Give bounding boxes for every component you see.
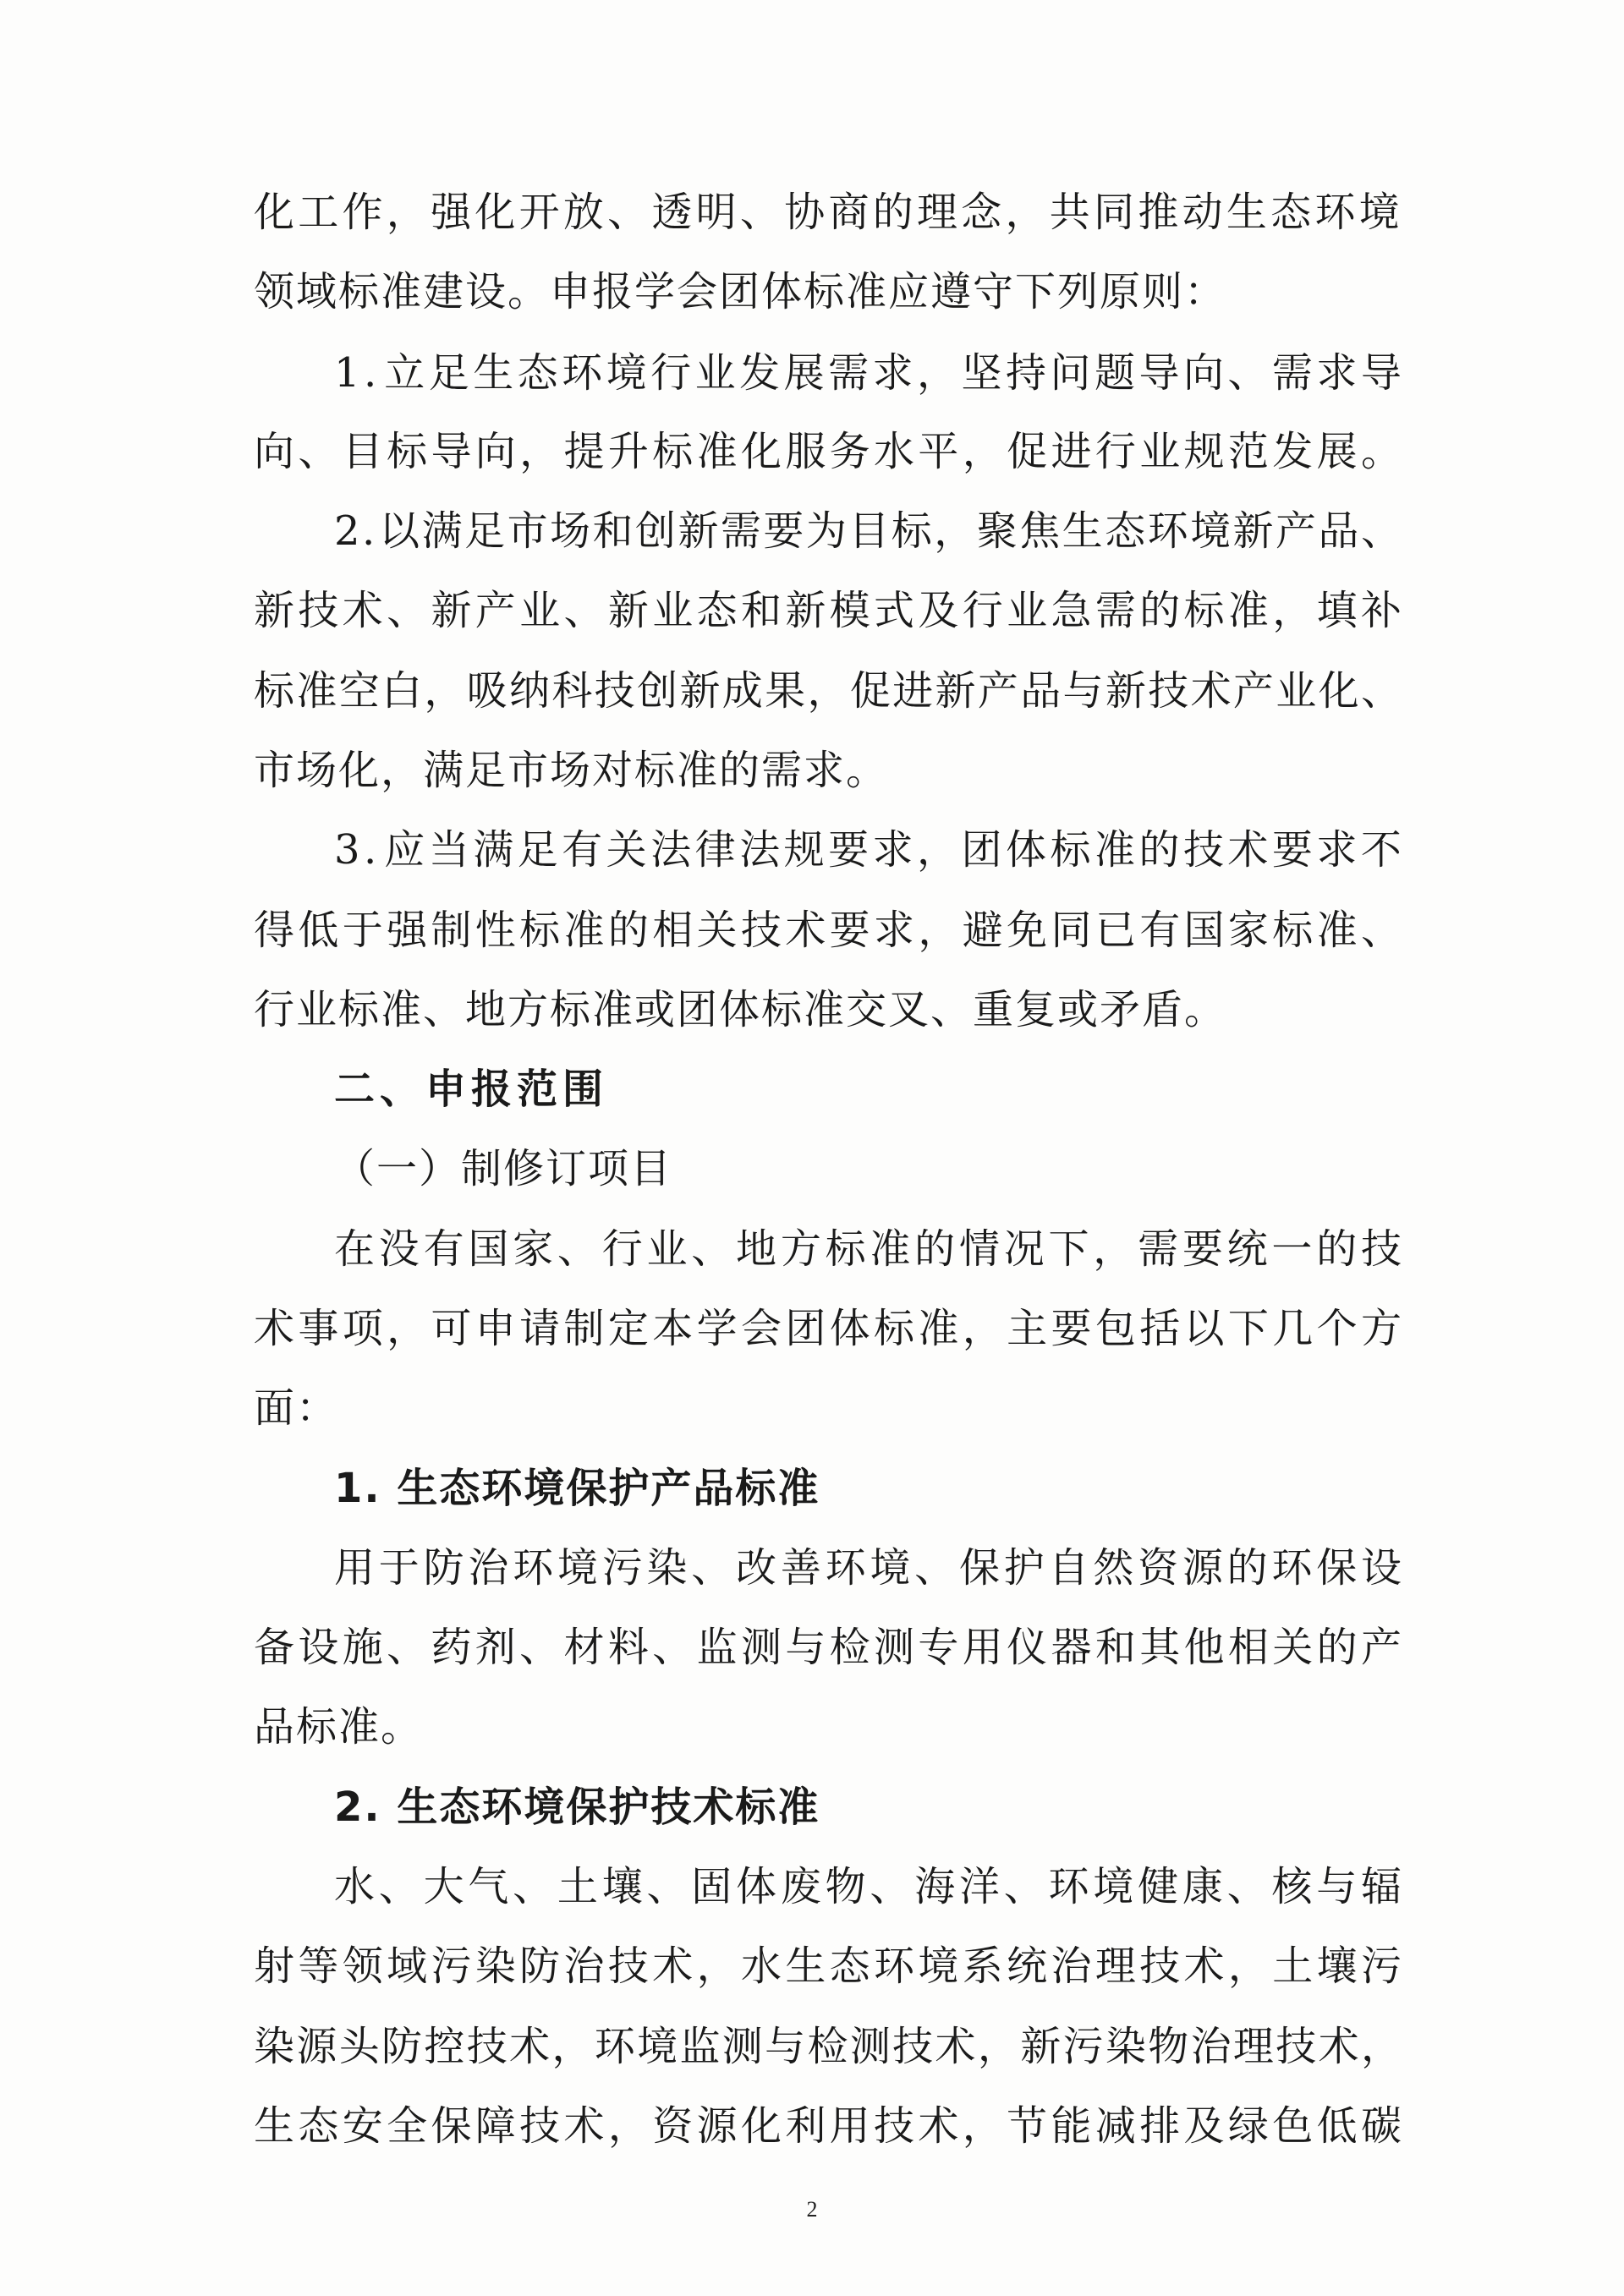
page-number: 2 bbox=[806, 2197, 818, 2222]
item-heading-product-standards: 1. 生态环境保护产品标准 bbox=[334, 1465, 820, 1512]
body-line: 新 技 术 、 新 产 业 、 新 业 态 和 新 模 式 及 行 业 急 需 的 标 准 ， 填 补 bbox=[254, 587, 1402, 634]
body-line: 化 工 作 ， 强 化 开 放 、 透 明 、 协 商 的 理 念 ， 共 同 推 动 生 态 环 境 bbox=[254, 189, 1400, 236]
body-line: 标 准 空 白 ， 吸 纳 科 技 创 新 成 果 ， 促 进 新 产 品 与 新 技 术 产 业 化 、 bbox=[254, 667, 1402, 715]
body-line: 向 、 目 标 导 向 ， 提 升 标 准 化 服 务 水 平 ， 促 进 行 业 规 范 发 展 。 bbox=[254, 428, 1402, 475]
body-line: 在 没 有 国 家 、 行 业 、 地 方 标 准 的 情 况 下 ， 需 要 统 一 的 技 bbox=[334, 1225, 1402, 1273]
body-line: 染 源 头 防 控 技 术 ， 环 境 监 测 与 检 测 技 术 ， 新 污 染 物 治 理 技 术 ， bbox=[254, 2023, 1402, 2070]
body-line: 术 事 项 ， 可 申 请 制 定 本 学 会 团 体 标 准 ， 主 要 包 括 以 下 几 个 方 bbox=[254, 1305, 1402, 1352]
body-line: 生 态 安 全 保 障 技 术 ， 资 源 化 利 用 技 术 ， 节 能 减 排 及 绿 色 低 碳 bbox=[254, 2102, 1402, 2150]
section-heading: 二、申报范围 bbox=[334, 1066, 609, 1113]
body-line: 行业标准、地方标准或团体标准交叉、重复或矛盾。 bbox=[254, 986, 1227, 1033]
principle-1-line: 1 . 立 足 生 态 环 境 行 业 发 展 需 求 ， 坚 持 问 题 导 向 、 需 求 导 bbox=[334, 349, 1402, 397]
body-line: 射 等 领 域 污 染 防 治 技 术 ， 水 生 态 环 境 系 统 治 理 技 术 ， 土 壤 污 bbox=[254, 1943, 1402, 1990]
body-line: 领域标准建设。申报学会团体标准应遵守下列原则： bbox=[254, 268, 1227, 315]
body-line: 水 、 大 气 、 土 壤 、 固 体 废 物 、 海 洋 、 环 境 健 康 、 核 与 辐 bbox=[334, 1863, 1402, 1910]
body-line: 用 于 防 治 环 境 污 染 、 改 善 环 境 、 保 护 自 然 资 源 的 环 保 设 bbox=[334, 1544, 1402, 1592]
principle-2-line: 2 . 以 满 足 市 场 和 创 新 需 要 为 目 标 ， 聚 焦 生 态 环 境 新 产 品 、 bbox=[334, 507, 1402, 555]
body-line: 市场化，满足市场对标准的需求。 bbox=[254, 747, 889, 794]
body-line: 品标准。 bbox=[254, 1703, 424, 1751]
item-heading-technical-standards: 2. 生态环境保护技术标准 bbox=[334, 1784, 820, 1831]
body-line: 备 设 施 、 药 剂 、 材 料 、 监 测 与 检 测 专 用 仪 器 和 其 他 相 关 的 产 bbox=[254, 1624, 1402, 1671]
body-line: 面： bbox=[254, 1384, 339, 1432]
body-line: 得 低 于 强 制 性 标 准 的 相 关 技 术 要 求 ， 避 免 同 已 有 国 家 标 准 、 bbox=[254, 907, 1402, 954]
subsection-heading: （一）制修订项目 bbox=[334, 1145, 673, 1192]
principle-3-line: 3 . 应 当 满 足 有 关 法 律 法 规 要 求 ， 团 体 标 准 的 技 术 要 求 不 bbox=[334, 826, 1402, 874]
